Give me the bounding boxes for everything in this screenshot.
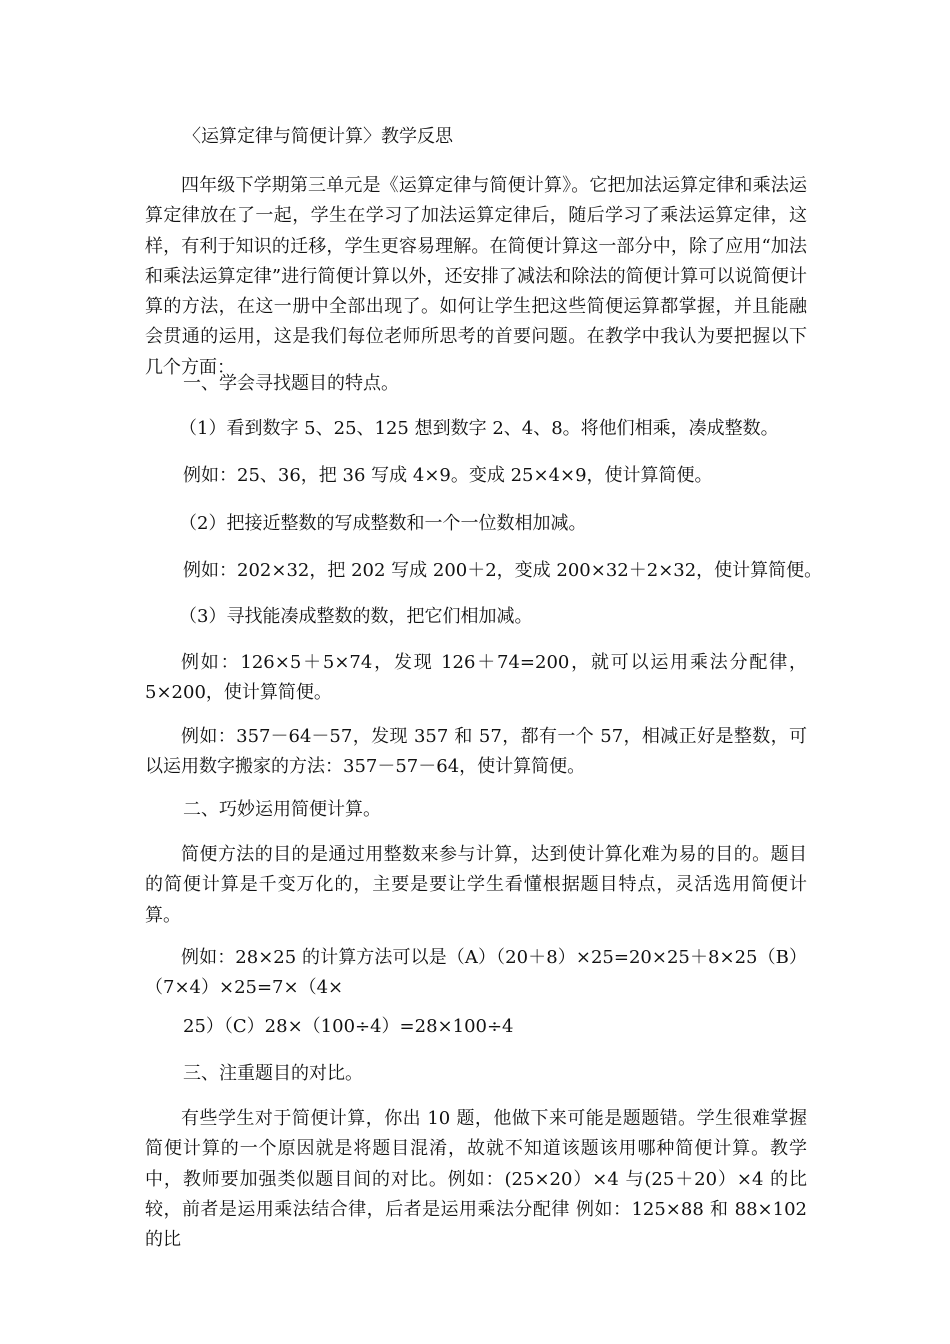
example-2: 例如：202×32，把 202 写成 200＋2，变成 200×32＋2×32，使计算简便。 xyxy=(183,560,823,581)
item-3: （3）寻找能凑成整数的数，把它们相加减。 xyxy=(179,606,533,627)
item-1: （1）看到数字 5、25、125 想到数字 2、4、8。将他们相乘，凑成整数。 xyxy=(179,418,779,439)
section-1-heading: 一、学会寻找题目的特点。 xyxy=(183,373,399,394)
intro-paragraph: 四年级下学期第三单元是《运算定律与简便计算》。它把加法运算定律和乘法运算定律放在了一起，学生在学习了加法运算定律后，随后学习了乘法运算定律，这样，有利于知识的迁移，学生更容易理解。在简便计算这一部分中，除了应用“加法和乘法运算定律”进行简便计算以外，还安排了减法和除法的简便计算可以说简便计算的方法，在这一册中全部出现了。如何让学生把这些简便运算都掌握，并且能融会贯通的运用，这是我们每位老师所思考的首要问题。在教学中我认为要把握以下几个方面： xyxy=(145,175,807,378)
section-3-heading: 三、注重题目的对比。 xyxy=(183,1063,363,1084)
section-2-heading: 二、巧妙运用简便计算。 xyxy=(183,799,381,820)
example-4: 例如：357－64－57，发现 357 和 57，都有一个 57，相减正好是整数，可以运用数字搬家的方法：357－57－64，使计算简便。 xyxy=(145,726,807,778)
example-5: 例如：28×25 的计算方法可以是（A）（20＋8）×25=20×25＋8×25（B）（7×4）×25=7×（4× xyxy=(145,947,807,999)
item-2: （2）把接近整数的写成整数和一个一位数相加减。 xyxy=(179,513,587,534)
example-3: 例如：126×5＋5×74，发现 126＋74=200，就可以运用乘法分配律，5×200，使计算简便。 xyxy=(145,652,807,704)
section-3-paragraph: 有些学生对于简便计算，你出 10 题，他做下来可能是题题错。学生很难掌握简便计算的一个原因就是将题目混淆，故就不知道该题该用哪种简便计算。教学中，教师要加强类似题目间的对比。例如：(25×20）×4 与(25＋20）×4 的比较，前者是运用乘法结合律，后者是运用乘法分配律 例如：125×88 和 88×102 的比 xyxy=(145,1108,807,1251)
document-title: 〈运算定律与简便计算〉教学反思 xyxy=(183,126,453,147)
example-5-continued: 25）（C）28×（100÷4）=28×100÷4 xyxy=(183,1016,514,1037)
example-1: 例如：25、36，把 36 写成 4×9。变成 25×4×9，使计算简便。 xyxy=(183,465,713,486)
section-2-paragraph: 简便方法的目的是通过用整数来参与计算，达到使计算化难为易的目的。题目的简便计算是千变万化的，主要是要让学生看懂根据题目特点，灵活选用简便计算。 xyxy=(145,844,807,926)
